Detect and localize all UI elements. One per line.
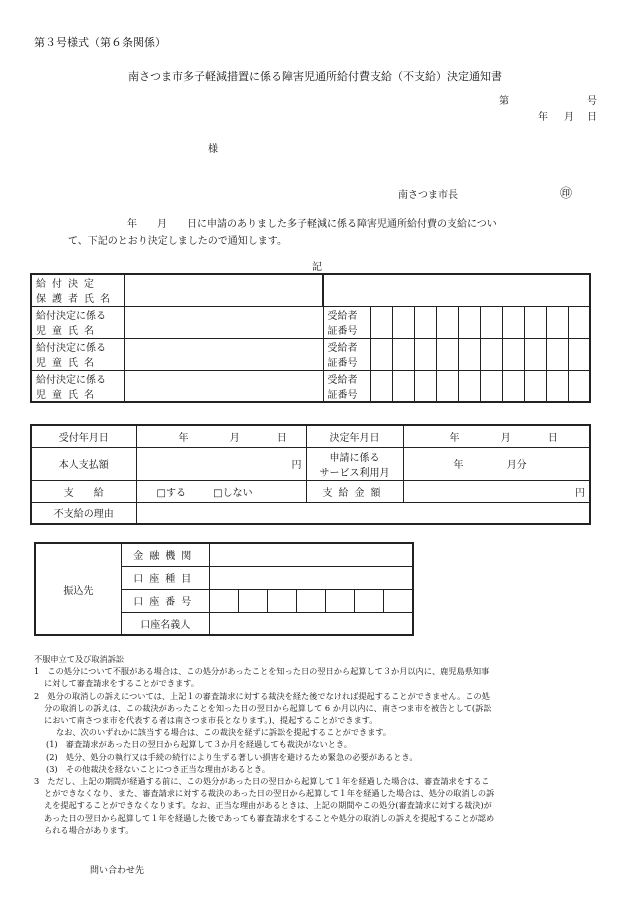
cert-digit[interactable] [414,370,436,402]
cert-digit[interactable] [458,306,480,338]
cert-digit[interactable] [546,370,568,402]
decision-date-cell[interactable]: 年 月 日 [403,425,590,447]
cert-digit[interactable] [502,306,524,338]
cert-digit[interactable] [436,306,458,338]
notes-section [34,653,600,836]
note-2a: 2 処分の取消しの訴えについては、上記１の審査請求に対する裁決を経た後でなければ提起することができません。この処 [34,690,490,701]
cert-digit[interactable] [436,338,458,370]
child-label-1: 給付決定に係る 児童氏名 [31,306,124,338]
date-hi: 日 [587,112,597,123]
body-line-1: 年 月 日に申請のありました多子軽減に係る障害児通所給付費の支給につい [127,219,497,230]
acct-name-label: 口座名義人 [121,612,209,635]
addressee-suffix: 様 [208,144,218,155]
note-2b: 分の取消しの訴えは、この裁決があったことを知った日の翌日から起算して 6 か月以内に、南さつま市を被告として(訴訟 [44,702,492,713]
cert-digit[interactable] [414,338,436,370]
shikyu-amount-cell[interactable]: 円 [403,480,590,502]
cert-digit[interactable] [524,370,546,402]
self-pay-cell[interactable]: 円 [136,447,306,480]
date-tsuki: 月 [564,112,574,123]
service-month-label: 申請に係る サービス利用月 [306,447,403,480]
cert-digit[interactable] [568,306,590,338]
cert-digit[interactable] [568,370,590,402]
note-3b: とができなくなり、また、審査請求に対する裁決のあった日の翌日から起算して１年を経過した場合は、処分の取消しの訴 [44,788,495,799]
acct-no-label: 口座番号 [121,589,209,612]
cert-digit[interactable] [546,338,568,370]
body-line-2: て、下記のとおり決定しましたので通知します。 [68,236,287,247]
contact-label: 問い合わせ先 [90,866,145,876]
notes-heading: 不服申立て及び取消訴訟 [34,654,125,664]
document-title: 南さつま市多子軽減措置に係る障害児通所給付費支給（不支給）決定通知書 [128,70,502,83]
cert-digit[interactable] [458,338,480,370]
cert-digit[interactable] [502,338,524,370]
note-2e: (1) 審査請求があった日の翌日から起算して３か月を経過しても裁決がないとき。 [46,739,352,750]
cert-digit[interactable] [546,306,568,338]
doc-no-go: 号 [587,96,597,107]
receipt-date-cell[interactable]: 年 月 日 [136,425,306,447]
self-pay-label: 本人支払額 [31,447,136,480]
shikyu-amount-label: 支給金額 [306,480,403,502]
child-name-cell-1[interactable] [124,306,323,338]
cert-digit[interactable] [458,370,480,402]
cert-digit[interactable] [392,306,414,338]
receipt-date-label: 受付年月日 [31,425,136,447]
cert-digit[interactable] [370,338,392,370]
cert-digit[interactable] [502,370,524,402]
child-name-cell-2[interactable] [124,338,323,370]
date-nen: 年 [538,112,548,123]
decision-table [30,424,591,525]
cert-digit[interactable] [414,306,436,338]
cert-label-2: 受給者 証番号 [323,338,370,370]
cert-digit[interactable] [480,338,502,370]
transfer-label: 振込先 [35,543,121,635]
cert-digit[interactable] [524,338,546,370]
note-2g: (3) その他裁決を経ないことにつき正当な理由があるとき。 [46,763,270,774]
guardian-label: 給付決定 保護者氏名 [31,274,124,306]
cert-digit[interactable] [480,306,502,338]
note-1a: 1 この処分について不服がある場合は、この処分があったことを知った日の翌日から起算して３か月以内に、鹿児島県知事 [34,666,490,677]
option-yes[interactable]: □する [156,487,186,499]
bank-label: 金融機関 [121,543,209,566]
option-no[interactable]: □しない [213,487,253,499]
cert-digit[interactable] [568,338,590,370]
note-2d: なお、次のいずれかに該当する場合は、この裁決を経ずに訴訟を提起することができます。 [56,727,392,738]
acct-digit[interactable] [326,589,355,612]
child-name-cell-3[interactable] [124,370,323,402]
issuer: 南さつま市長 [398,190,458,201]
cert-digit[interactable] [436,370,458,402]
acct-name-cell[interactable] [209,612,413,635]
acct-type-label: 口座種目 [121,566,209,589]
reason-cell[interactable] [136,502,590,524]
acct-digit[interactable] [384,589,413,612]
child-label-3: 給付決定に係る 児童氏名 [31,370,124,402]
reason-label: 不支給の理由 [31,502,136,524]
ki-mark: 記 [312,262,322,273]
service-month-cell[interactable]: 年 月分 [403,447,590,480]
acct-type-cell[interactable] [209,566,413,589]
seal-mark: ㊞ [560,186,573,200]
form-number: 第３号様式（第６条関係） [34,36,166,49]
note-2f: (2) 処分、処分の執行又は手続の続行により生ずる著しい損害を避けるため緊急の必要があるとき。 [46,751,418,762]
cert-digit[interactable] [392,338,414,370]
recipient-table [30,273,591,403]
note-1b: に対して審査請求をすることができます。 [44,678,199,689]
guardian-name-cell[interactable] [124,274,323,306]
note-3c: えを提起することができなくなります。なお、正当な理由があるときは、上記の期間やこの処分(審査請求に対する裁決)が [44,800,492,811]
bank-table [34,542,414,636]
note-3a: 3 ただし、上記の期間が経過する前に、この処分があった日の翌日から起算して１年を経過した場合は、審査請求をするこ [34,776,490,787]
cert-label-1: 受給者 証番号 [323,306,370,338]
note-2c: において南さつま市を代表する者は南さつま市長となります。)、提起することができます。 [44,715,378,726]
cert-digit[interactable] [370,306,392,338]
cert-digit[interactable] [370,370,392,402]
acct-digit[interactable] [209,589,238,612]
shikyu-label: 支 給 [31,480,136,502]
note-3d: あった日の翌日から起算して１年を経過した後であっても審査請求をすることや処分の取消しの訴えを提起することが認め [44,812,495,823]
bank-cell[interactable] [209,543,413,566]
cert-digit[interactable] [480,370,502,402]
cert-digit[interactable] [392,370,414,402]
shikyu-options [136,480,306,502]
acct-digit[interactable] [297,589,326,612]
decision-date-label: 決定年月日 [306,425,403,447]
acct-digit[interactable] [268,589,297,612]
cert-digit[interactable] [524,306,546,338]
note-3e: られる場合があります。 [44,824,134,835]
cert-label-3: 受給者 証番号 [323,370,370,402]
acct-digit[interactable] [355,589,384,612]
doc-no-dai: 第 [499,96,509,107]
acct-digit[interactable] [238,589,267,612]
child-label-2: 給付決定に係る 児童氏名 [31,338,124,370]
